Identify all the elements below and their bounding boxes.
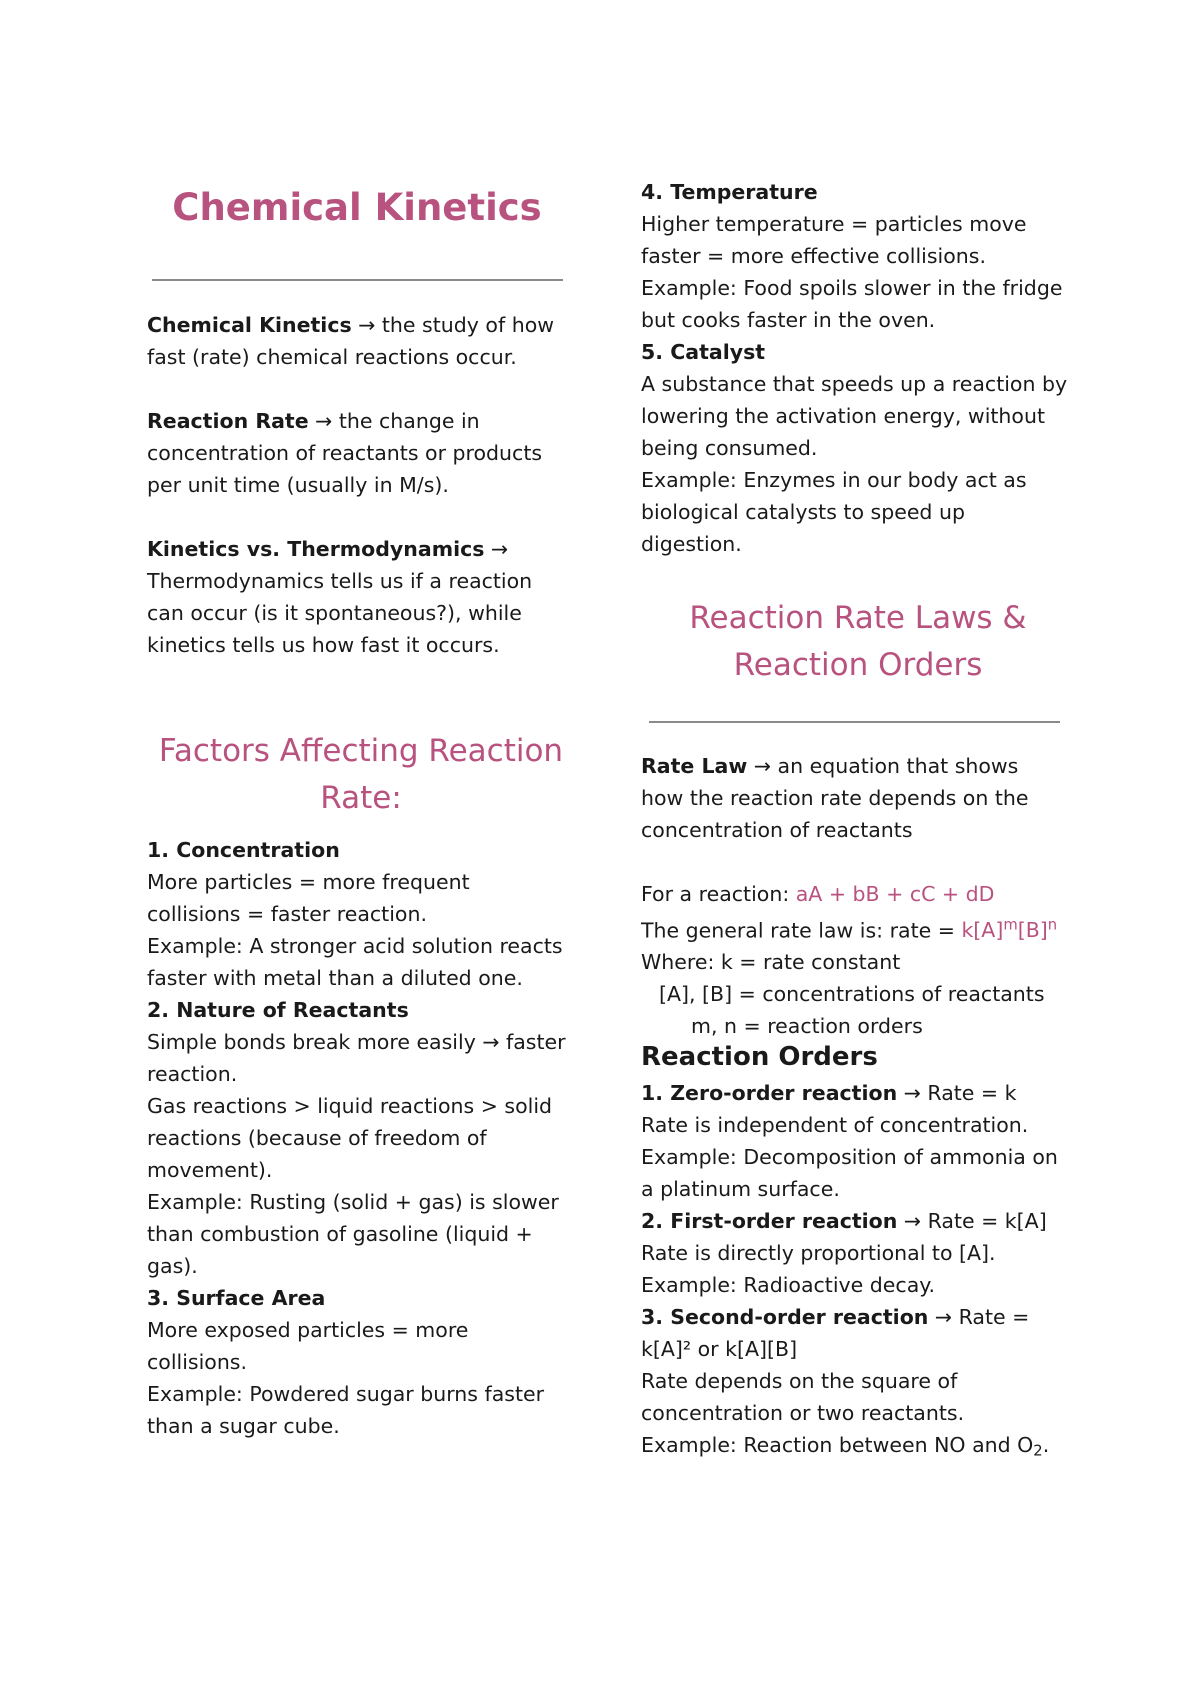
exponent-m: m [1003,917,1018,934]
intro-kinetics-vs-thermo: Kinetics vs. Thermodynamics → Thermodynamics tells us if a reaction can occur (is it spontaneous?), while kinetics tells us how fast it occurs. [147,537,533,657]
factor-example: Example: A stronger acid solution reacts faster with metal than a diluted one. [147,934,563,990]
title-divider [152,279,563,281]
order-example: Example: Radioactive decay. [641,1273,935,1297]
where-line: [A], [B] = concentrations of reactants [659,982,1045,1007]
order-example: Example: Decomposition of ammonia on a platinum surface. [641,1145,1058,1201]
order-line: Rate is independent of concentration. [641,1113,1029,1137]
where-line: Where: k = rate constant [641,950,901,975]
factor-title-catalyst: 5. Catalyst [641,340,766,364]
factor-example: Example: Powdered sugar burns faster than a sugar cube. [147,1382,545,1438]
rate-laws-heading: Reaction Rate Laws & Reaction Orders [689,600,1027,683]
intro-definition: the change in concentration of reactants or products per unit time (usually in M/s). [147,409,543,497]
factor-line: Higher temperature = particles move faster = more effective collisions. [641,212,1027,268]
intro-reaction-rate: Reaction Rate → the change in concentration of reactants or products per unit time (usually in M/s). [147,409,543,497]
intro-chemical-kinetics: Chemical Kinetics → the study of how fast (rate) chemical reactions occur. [147,313,554,369]
factors-heading: Factors Affecting Reaction Rate: [158,733,564,816]
intro-term: Chemical Kinetics [147,313,352,337]
factors-list-left [147,834,567,1442]
factor-example: Example: Rusting (solid + gas) is slower than combustion of gasoline (liquid + gas). [147,1190,559,1278]
factor-line: Gas reactions > liquid reactions > solid reactions (because of freedom of movement). [147,1094,553,1182]
factor-title-concentration: 1. Concentration [147,838,340,862]
factor-line: A substance that speeds up a reaction by lowering the activation energy, without being consumed. [641,372,1068,460]
reaction-equation: aA + bB + cC + dD [795,882,995,906]
factor-line: Simple bonds break more easily → faster reaction. [147,1030,566,1086]
factor-title-nature: 2. Nature of Reactants [147,998,409,1022]
reaction-line: For a reaction: aA + bB + cC + dD [641,882,995,906]
where-line: m, n = reaction orders [691,1014,923,1039]
factor-example: Example: Food spoils slower in the fridge but cooks faster in the oven. [641,276,1063,332]
rate-laws-divider [649,721,1060,723]
intro-term: Reaction Rate [147,409,309,433]
factor-title-surface-area: 3. Surface Area [147,1286,326,1310]
factor-title-temperature: 4. Temperature [641,180,818,204]
factors-list-right [641,176,1071,560]
factor-line: More particles = more frequent collisions = faster reaction. [147,870,470,926]
rate-law-equation: $k[A]^m[B]^n$ [961,917,1058,943]
exponent-n: n [1047,917,1058,934]
order-line: Rate depends on the square of concentration or two reactants. [641,1369,965,1425]
rate-law-block [641,878,1081,1042]
rate-law-definition: Rate Law → an equation that shows how the reaction rate depends on the concentration of reactants [641,754,1029,842]
order-example: Example: Reaction between NO and $O_2$. [641,1433,1050,1460]
page-title: Chemical Kinetics [172,186,542,229]
intro-definition: Thermodynamics tells us if a reaction can occur (is it spontaneous?), while kinetics tells us how fast it occurs. [147,569,533,657]
factor-line: More exposed particles = more collisions. [147,1318,469,1374]
order-first: 2. First-order reaction → Rate = k[A] [641,1209,1047,1233]
order-line: Rate is directly proportional to [A]. [641,1241,996,1265]
rate-law-term: Rate Law [641,754,748,778]
factor-example: Example: Enzymes in our body act as biological catalysts to speed up digestion. [641,468,1027,556]
order-second: 3. Second-order reaction → Rate = k[A]² or k[A][B] [641,1305,1030,1361]
orders-list [641,1077,1071,1468]
reaction-orders-heading: Reaction Orders [641,1042,878,1072]
intro-term: Kinetics vs. Thermodynamics [147,537,485,561]
general-rate-law-line: The general rate law is: rate = $k[A]^m[B]^n$ [641,917,1058,943]
intro-definition: the study of how fast (rate) chemical reactions occur. [147,313,554,369]
order-zero: 1. Zero-order reaction → Rate = k [641,1081,1017,1105]
subscript-two: 2 [1033,1442,1043,1460]
